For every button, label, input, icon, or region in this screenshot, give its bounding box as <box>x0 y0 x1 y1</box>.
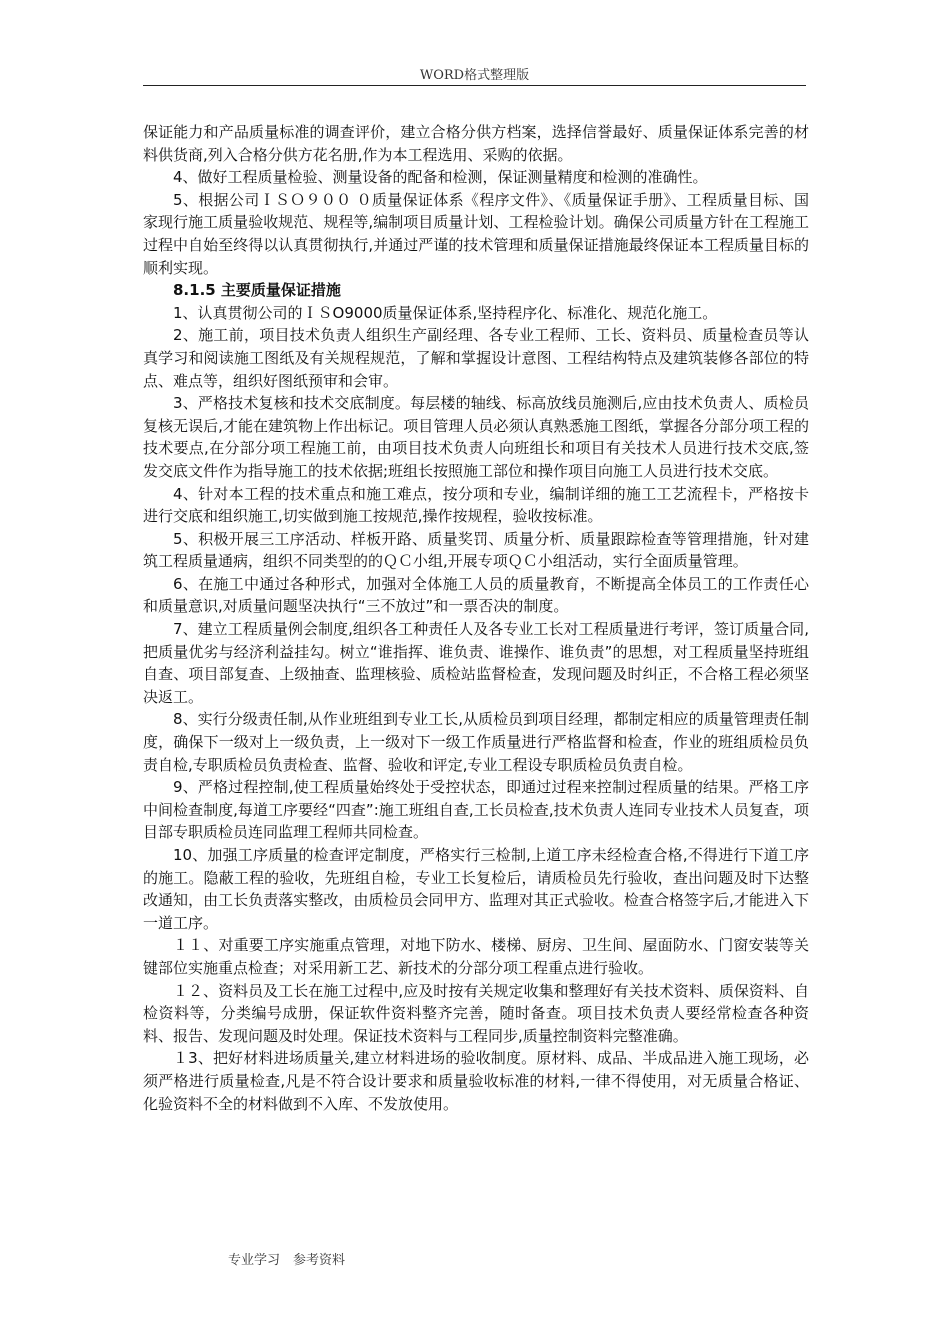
header-divider <box>143 85 806 86</box>
paragraph-item-5: 5、根据公司ＩＳＯ９００ ０质量保证体系《程序文件》、《质量保证手册》、工程质量目标、国家现行施工质量验收规范、规程等,编制项目质量计划、工程检验计划。确保公司质量方针在工程施工过程中自始至终得以认真贯彻执行,并通过严谨的技术管理和质量保证措施最终保证本工程质量目标的顺利实现。 <box>143 190 809 277</box>
section-heading: 8.1.5 主要质量保证措施 <box>173 281 341 300</box>
measure-item-8: 8、实行分级责任制,从作业班组到专业工长,从质检员到项目经理，都制定相应的质量管理责任制度，确保下一级对上一级负责，上一级对下一级工作质量进行严格监督和检查，作业的班组质检员负责自检,专职质检员负责检查、监督、验收和评定,专业工程设专职质检员负责自检。 <box>143 710 809 774</box>
paragraph-continuation: 保证能力和产品质量标准的调查评价，建立合格分供方档案，选择信誉最好、质量保证体系完善的材料供货商,列入合格分供方花名册,作为本工程选用、采购的依据。 <box>143 123 809 164</box>
measure-item-6: 6、在施工中通过各种形式，加强对全体施工人员的质量教育，不断提高全体员工的工作责任心和质量意识,对质量问题坚决执行“三不放过”和一票否决的制度。 <box>143 574 809 616</box>
measure-item-10: 10、加强工序质量的检查评定制度，严格实行三检制,上道工序未经检查合格,不得进行下道工序的施工。隐蔽工程的验收，先班组自检，专业工长复检后，请质检员先行验收，查出问题及时下达整改通知，由工长负责落实整改，由质检员会同甲方、监理对其正式验收。检查合格签字后,才能进入下一道工序。 <box>143 846 809 932</box>
measure-item-4: 4、针对本工程的技术重点和施工难点，按分项和专业，编制详细的施工工艺流程卡，严格按卡进行交底和组织施工,切实做到施工按规范,操作按规程，验收按标准。 <box>143 484 809 526</box>
measure-item-7: 7、建立工程质量例会制度,组织各工种责任人及各专业工长对工程质量进行考评，签订质量合同,把质量优劣与经济利益挂勾。树立“谁指挥、谁负责、谁操作、谁负责”的思想，对工程质量坚持班组自查、项目部复查、上级抽查、监理核验、质检站监督检查，发现问题及时纠正，不合格工程必须坚决返工。 <box>143 620 809 706</box>
paragraph-item-4: 4、做好工程质量检验、测量设备的配备和检测，保证测量精度和检测的准确性。 <box>173 168 708 187</box>
page-footer: 专业学习 参考资料 <box>228 1253 346 1268</box>
measure-item-13: １3、把好材料进场质量关,建立材料进场的验收制度。原材料、成品、半成品进入施工现场，必须严格进行质量检查,凡是不符合设计要求和质量验收标准的材料,一律不得使用，对无质量合格证、化验资料不全的材料做到不入库、不发放使用。 <box>143 1049 809 1113</box>
measure-item-3: 3、严格技术复核和技术交底制度。每层楼的轴线、标高放线员施测后,应由技术负责人、质检员复核无误后,才能在建筑物上作出标记。项目管理人员必须认真熟悉施工图纸，掌握各分部分项工程的技术要点,在分部分项工程施工前，由项目技术负责人向班组长和项目有关技术人员进行技术交底,签发交底文件作为指导施工的技术依据;班组长按照施工部位和操作项目向施工人员进行技术交底。 <box>143 394 809 480</box>
measure-item-1: 1、认真贯彻公司的ＩＳO9000质量保证体系,坚持程序化、标准化、规范化施工。 <box>173 303 718 322</box>
measure-item-5: 5、积极开展三工序活动、样板开路、质量奖罚、质量分析、质量跟踪检查等管理措施，针对建筑工程质量通病，组织不同类型的的ＱＣ小组,开展专项ＱＣ小组活动，实行全面质量管理。 <box>143 529 809 571</box>
document-body <box>143 121 809 1115</box>
measure-item-9: 9、严格过程控制,使工程质量始终处于受控状态，即通过过程来控制过程质量的结果。严格工序中间检查制度,每道工序要经“四查”:施工班组自查,工长员检查,技术负责人连同专业技术人员复查，项目部专职质检员连同监理工程师共同检查。 <box>143 778 809 842</box>
measure-item-11: １１、对重要工序实施重点管理，对地下防水、楼梯、厨房、卫生间、屋面防水、门窗安装等关键部位实施重点检查；对采用新工艺、新技术的分部分项工程重点进行验收。 <box>143 936 809 977</box>
page-header: WORD格式整理版 <box>419 68 530 83</box>
measure-item-2: 2、施工前，项目技术负责人组织生产副经理、各专业工程师、工长、资料员、质量检查员等认真学习和阅读施工图纸及有关规程规范，了解和掌握设计意图、工程结构特点及建筑装修各部位的特点、难点等，组织好图纸预审和会审。 <box>143 326 809 390</box>
measure-item-12: １２、资料员及工长在施工过程中,应及时按有关规定收集和整理好有关技术资料、质保资料、自检资料等，分类编号成册，保证软件资料整齐完善，随时备查。项目技术负责人要经常检查各种资料、报告、发现问题及时处理。保证技术资料与工程同步,质量控制资料完整准确。 <box>143 981 809 1045</box>
